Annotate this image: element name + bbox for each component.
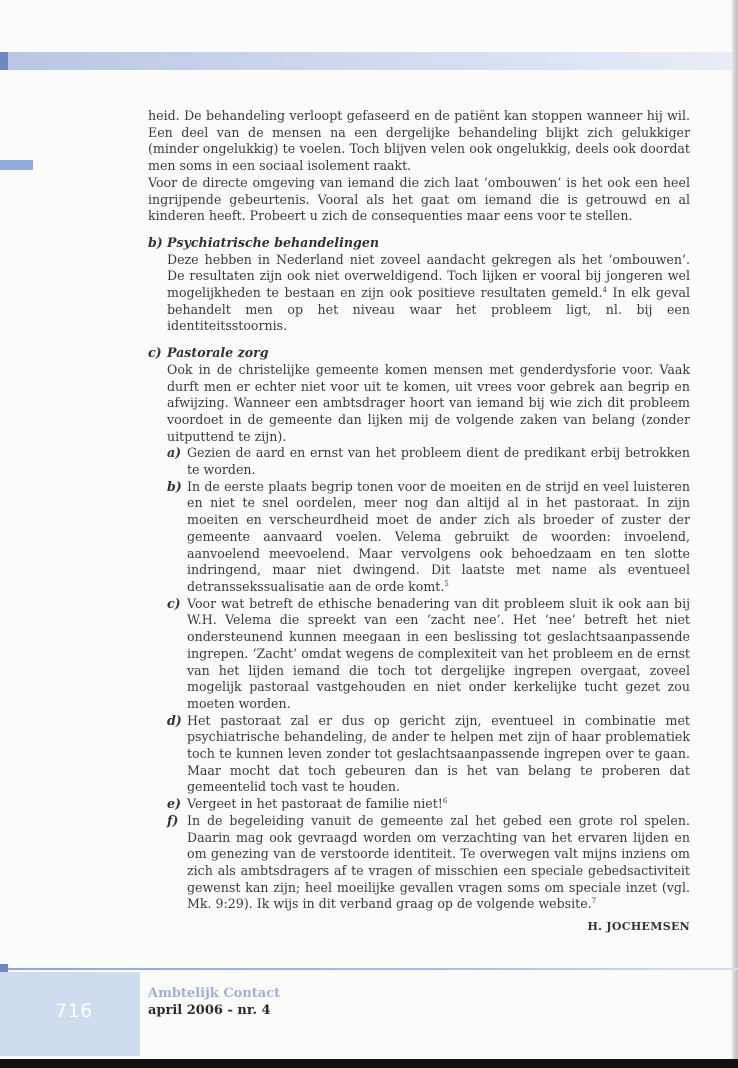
list-item-label: f) bbox=[167, 812, 179, 828]
article-body bbox=[148, 108, 690, 936]
list-item-text: Vergeet in het pastoraat de familie niet!$^6$ bbox=[187, 796, 448, 812]
list-item bbox=[167, 596, 690, 713]
list-item bbox=[167, 796, 690, 813]
list-item-text: Gezien de aard en ernst van het probleem dient de predikant erbij betrokken te worden. bbox=[187, 445, 690, 478]
page-number: 716 bbox=[55, 1000, 93, 1022]
author-name: H. JOCHEMSEN bbox=[587, 920, 690, 934]
list-item-label: b) bbox=[167, 478, 182, 494]
list-item-text: Het pastoraat zal er dus op gericht zijn, eventueel in combinatie met psychiatrische behandeling, de ander te helpen met zijn of haar problematiek toch te kunnen leven zonder tot geslachtsaanpassende ingrepen over te gaan. Maar mocht dat toch gebeuren dan is het van belang te proberen dat gemeentelid toch vast te houden. bbox=[187, 712, 690, 795]
section-c-title: Pastorale zorg bbox=[167, 345, 269, 361]
list-item bbox=[167, 445, 690, 478]
list-item-label: e) bbox=[167, 796, 181, 812]
list-item bbox=[167, 713, 690, 797]
list-item-text: In de begeleiding vanuit de gemeente zal het gebed een grote rol spelen. Daarin mag ook gevraagd worden om verzachting van het ervaren lijden en om genezing van de verstoorde identiteit. Te overwegen valt mijns inziens om zich als ambtsdragers af te vragen of misschien een speciale gebedsactiviteit gewenst kan zijn; heel moeilijke gevallen vragen soms om speciale inzet (vgl. Mk. 9:29). Ik wijs in dit verband graag op de volgende website.$^7$ bbox=[187, 812, 690, 912]
intro-paragraph-1: heid. De behandeling verloopt gefaseerd en de patiënt kan stoppen wanneer hij wil. Een deel van de mensen na een dergelijke behandeling blijkt zich gelukkiger (minder ongelukkig) te voelen. Toch blijven velen ook ongelukkig, deels ook doordat men soms in een sociaal isolement raakt. bbox=[148, 108, 690, 174]
list-item-label: c) bbox=[167, 595, 181, 611]
list-item bbox=[167, 479, 690, 596]
section-b-label: b) bbox=[148, 234, 163, 250]
footnote-ref[interactable]: 4 bbox=[602, 285, 607, 294]
section-c-label: c) bbox=[148, 345, 162, 361]
section-c bbox=[148, 345, 690, 913]
footnote-ref[interactable]: 7 bbox=[591, 897, 597, 906]
page-edge-shadow bbox=[732, 0, 738, 1068]
intro-paragraph-2: Voor de directe omgeving van iemand die zich laat ‘ombouwen’ is het ook een heel ingrijpende gebeurtenis. Vooral als het gaat om iemand die is getrouwd en al kinderen heeft. Probeert u zich de consequenties maar eens voor te stellen. bbox=[148, 174, 690, 224]
list-item-text: Voor wat betreft de ethische benadering van dit probleem sluit ik ook aan bij W.H. Velema die spreekt van een ‘zacht nee’. Het ‘nee’ betreft het niet ondersteunend kunnen meegaan in een beslissing tot geslachtsaanpassende ingrepen. ‘Zacht’ omdat wegens de complexiteit van het probleem en de ernst van het lijden iemand die toch tot dergelijke ingrepen overgaat, zoveel mogelijk pastoraal vastgehouden en niet onder kerkelijke tucht gezet zou moeten worden. bbox=[187, 595, 690, 711]
header-band-marker bbox=[0, 52, 8, 70]
section-c-text: Ook in de christelijke gemeente komen mensen met genderdysforie voor. Vaak durft men er echter niet voor uit te komen, uit vrees voor gebrek aan begrip en afwijzing. Wanneer een ambtsdrager hoort van iemand bij wie zich dit probleem voordoet in de gemeente dan lijken mij de volgende zaken van belang (zonder uitputtend te zijn). bbox=[167, 361, 690, 444]
list-item-label: d) bbox=[167, 712, 182, 728]
journal-title: Ambtelijk Contact bbox=[148, 986, 281, 1001]
list-item bbox=[167, 813, 690, 913]
scan-edge bbox=[0, 1059, 738, 1068]
section-b bbox=[148, 235, 690, 335]
section-b-title: Psychiatrische behandelingen bbox=[167, 234, 380, 250]
margin-marker bbox=[0, 160, 33, 170]
list-item-label: a) bbox=[167, 445, 182, 461]
list-item-text: In de eerste plaats begrip tonen voor de moeiten en de strijd en veel luisteren en niet te snel oordelen, meer nog dan altijd al in het pastoraat. In zijn moeiten en verscheurdheid moet de ander zich als broeder of zuster der gemeente aanvaard voelen. Velema gebruikt de woorden: invoelend, aanvoelend meevoelend. Maar vervolgens ook behoedzaam en ten slotte indringend, maar niet dwingend. Dit laatste met name als eventueel detranssekssualisatie aan de orde komt.$^5$ bbox=[187, 478, 690, 594]
footnote-ref[interactable]: 5 bbox=[444, 579, 449, 588]
section-b-text: Deze hebben in Nederland niet zoveel aandacht gekregen als het ‘ombouwen’. De resultaten zijn ook niet overweldigend. Toch lijken er vooral bij jongeren wel mogelijkheden te bestaan en zijn ook positieve resultaten gemeld.$^4$ In elk geval behandelt men op het niveau waar het probleem ligt, nl. bij een identiteitsstoornis. bbox=[167, 251, 690, 334]
footer-rule bbox=[0, 968, 738, 970]
journal-issue: april 2006 - nr. 4 bbox=[148, 1003, 271, 1018]
footnote-ref[interactable]: 6 bbox=[442, 796, 448, 805]
header-band bbox=[0, 52, 738, 70]
